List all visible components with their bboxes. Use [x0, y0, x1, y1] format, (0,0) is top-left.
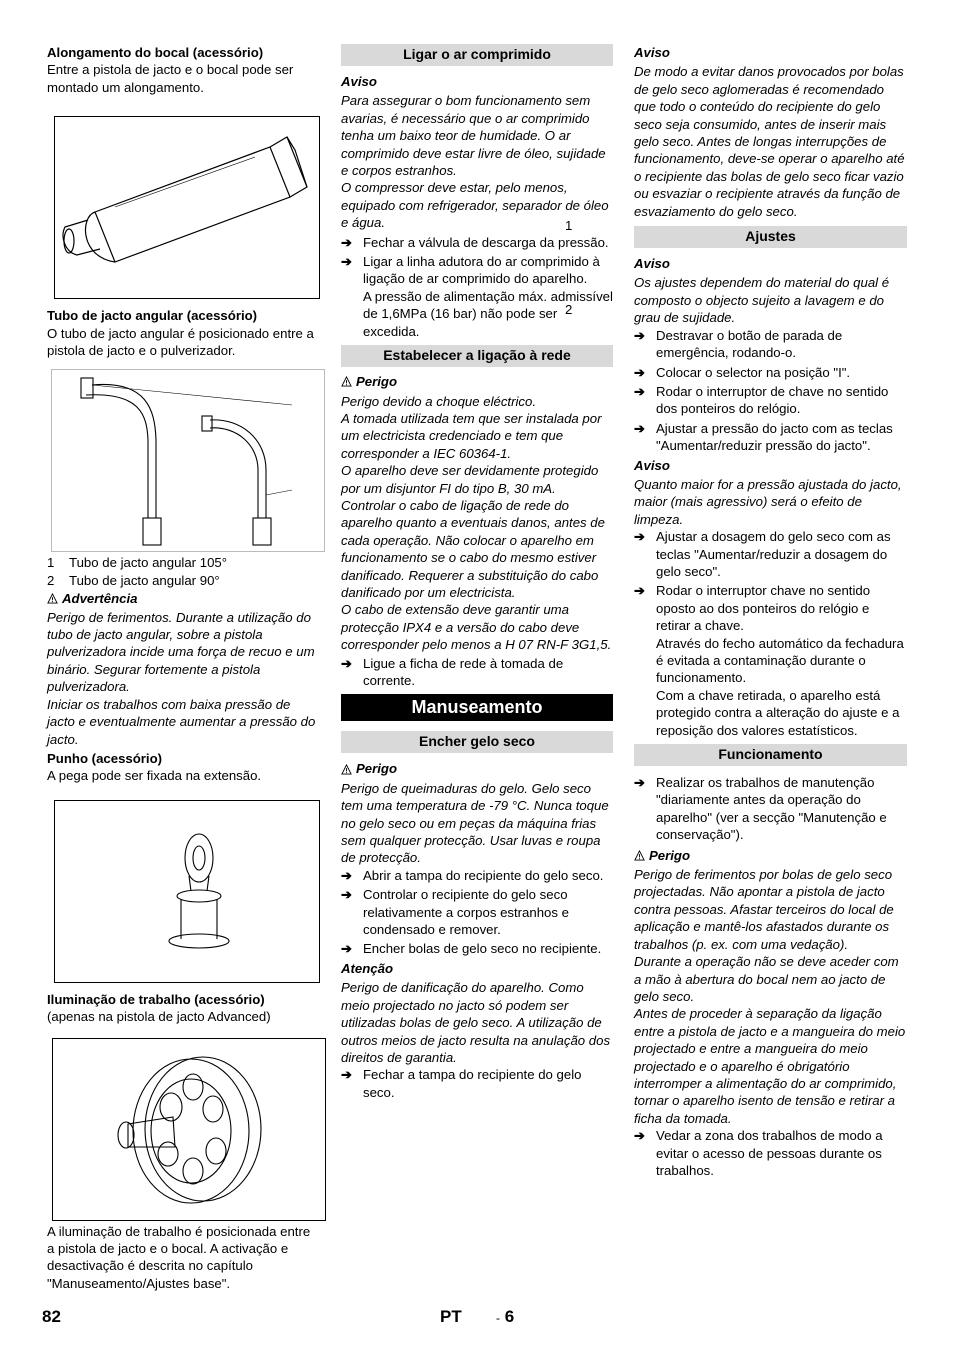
arrow-icon: ➔: [341, 867, 353, 883]
heading-punho: Punho (acessório): [47, 750, 163, 766]
atencao-text: Perigo de danificação do aparelho. Como meio projectado no jacto só podem ser utilizadas bolas de gelo seco. A utilização de outros meios de jacto resulta na anulação dos direitos de garantia.: [341, 980, 611, 1065]
figure-work-light: [52, 1038, 326, 1221]
arrow-icon: ➔: [341, 254, 353, 270]
arrow-icon: ➔: [634, 529, 646, 545]
warning-triangle-icon: [341, 376, 352, 387]
arrow-icon: ➔: [341, 1067, 353, 1083]
step-item: ➔ Vedar a zona dos trabalhos de modo a evitar o acesso de pessoas durante os trabalhos.: [634, 1128, 883, 1178]
warning-perigo: Perigo: [341, 760, 613, 777]
legend-item: 1 Tubo de jacto angular 105°: [47, 555, 228, 571]
section-funcionamento: Funcionamento: [634, 744, 907, 766]
text-tubo: O tubo de jacto angular é posicionado entre a pistola de jacto e o pulverizador.: [47, 325, 314, 359]
arrow-icon: ➔: [341, 887, 353, 903]
callout-1: 1: [565, 218, 573, 234]
arrow-icon: ➔: [634, 327, 646, 343]
aviso-label: Aviso: [341, 74, 377, 89]
text-iluminacao: A iluminação de trabalho é posicionada entre a pistola de jacto e o bocal. A activação e desactivação é descrita no capítulo "Manuseamento/Ajustes base".: [47, 1223, 311, 1291]
step-note: A pressão de alimentação máx. admissível de 1,6MPa (16 bar) não pode ser excedida.: [363, 288, 613, 339]
chapter-manuseamento: Manuseamento: [341, 694, 613, 721]
section-encher-gelo: Encher gelo seco: [341, 731, 613, 753]
step-item: ➔ Ajustar a pressão do jacto com as teclas "Aumentar/reduzir pressão do jacto".: [634, 420, 893, 454]
atencao-label: Atenção: [341, 960, 394, 976]
aviso-text: O compressor deve estar, pelo menos, equipado com refrigerador, separador de óleo e água.: [341, 180, 609, 231]
step-item: ➔ Ligar a linha adutora do ar comprimido à ligação de ar comprimido do aparelho.: [341, 254, 600, 287]
step-item: ➔ Rodar o interruptor de chave no sentido dos ponteiros do relógio.: [634, 383, 889, 417]
step-item: ➔ Ajustar a dosagem do gelo seco com as teclas "Aumentar/reduzir a dosagem do gelo seco".: [634, 529, 891, 579]
aviso-label: Aviso: [634, 256, 670, 272]
perigo-text: Durante a operação não se deve aceder com a mão à abertura do bocal nem ao jacto de gelo seco.: [634, 954, 899, 1004]
aviso-text: De modo a evitar danos provocados por bolas de gelo seco aglomeradas é recomendado que todo o conteúdo do recipiente do gelo seco seja consumido, antes de inserir mais gelo seco. Antes de longas interrupções de funcionamento, deve-se operar o aparelho até o recipiente das bolas de gelo seco ficar vazio ou esvaziar o recipiente através da função de esvaziamento do gelo seco.: [634, 64, 905, 219]
warning-triangle-icon: [341, 764, 352, 775]
perigo-text: Antes de proceder à separação da ligação entre a pistola de jacto e a mangueira do meio projectado e entre a mangueira do meio projectado e o aparelho é obrigatório interromper a alimentação do ar comprimido, tornar o aparelho isento de tensão e retirar a ficha da tomada.: [634, 1006, 906, 1126]
arrow-icon: ➔: [634, 1128, 646, 1144]
text-punho: A pega pode ser fixada na extensão.: [47, 768, 262, 784]
aviso-label: Aviso: [634, 457, 670, 473]
step-item: ➔ Abrir a tampa do recipiente do gelo seco.: [341, 867, 604, 883]
warning-advertencia: Advertência: [47, 590, 319, 607]
warning-perigo: Perigo: [634, 847, 907, 864]
arrow-icon: ➔: [634, 583, 646, 599]
arrow-icon: ➔: [634, 420, 646, 436]
heading-alongamento: Alongamento do bocal (acessório): [47, 45, 264, 60]
page-number: 82: [42, 1307, 61, 1326]
aviso-label: Aviso: [634, 45, 670, 60]
step-item: ➔ Realizar os trabalhos de manutenção "diariamente antes da operação do aparelho" (ver a secção "Manutenção e conservação").: [634, 775, 887, 843]
perigo-text: Perigo de ferimentos por bolas de gelo seco projectadas. Não apontar a pistola de jacto contra pessoas. Afastar terceiros do local de aplicação e mantê-los afastados durante os trabalhos (p. ex. com uma vedação).: [634, 867, 894, 952]
figure-legend: [47, 554, 319, 589]
section-ligar-ar: Ligar o ar comprimido: [341, 44, 613, 66]
figure-handle: [54, 800, 320, 983]
section-rede: Estabelecer a ligação à rede: [341, 345, 613, 367]
section-ajustes: Ajustes: [634, 226, 907, 248]
step-item: ➔ Colocar o selector na posição "I".: [634, 364, 851, 380]
text-iluminacao-sub: (apenas na pistola de jacto Advanced): [47, 1009, 271, 1025]
arrow-icon: ➔: [634, 364, 646, 380]
column-2: [341, 44, 613, 1101]
warning-text: Perigo de ferimentos. Durante a utilização do tubo de jacto angular, sobre a pistola pulverizadora incide uma força de recuo e um binário. Segurar fortemente a pistola pulverizadora.: [47, 609, 315, 695]
column-3: [634, 44, 907, 1179]
language-code: PT: [440, 1307, 462, 1326]
step-note: Através do fecho automático da fechadura é evitada a contaminação durante o funcionamento.: [656, 635, 904, 686]
aviso-text: Para assegurar o bom funcionamento sem avarias, é necessário que o ar comprimido tenha um baixo teor de humidade. O ar comprimido deve estar livre de óleo, sujidade e corpos estranhos.: [341, 93, 606, 179]
step-item: ➔ Rodar o interruptor chave no sentido oposto ao dos ponteiros do relógio e retirar a chave.: [634, 583, 871, 634]
step-note: Com a chave retirada, o aparelho está protegido contra a alteração do ajuste e a reposição dos valores estatísticos.: [656, 687, 900, 738]
step-item: ➔ Encher bolas de gelo seco no recipiente.: [341, 941, 602, 957]
arrow-icon: ➔: [634, 775, 646, 791]
warning-triangle-icon: [634, 850, 645, 861]
text-alongamento: Entre a pistola de jacto e o bocal pode ser montado um alongamento.: [47, 62, 294, 95]
figure-nozzle-extension: [54, 116, 320, 299]
heading-tubo: Tubo de jacto angular (acessório): [47, 308, 258, 324]
step-item: ➔ Fechar a tampa do recipiente do gelo seco.: [341, 1067, 582, 1100]
aviso-text: Quanto maior for a pressão ajustada do jacto, maior (mais agressivo) será o efeito de limpeza.: [634, 476, 902, 527]
step-item: ➔ Fechar a válvula de descarga da pressão.: [341, 234, 609, 250]
legend-item: 2 Tubo de jacto angular 90°: [47, 572, 220, 588]
aviso-text: Os ajustes dependem do material do qual é composto o objecto sujeito a lavagem e do grau de sujidade.: [634, 275, 890, 326]
step-item: ➔ Controlar o recipiente do gelo seco relativamente a corpos estranhos e condensado e remover.: [341, 887, 569, 938]
arrow-icon: ➔: [634, 383, 646, 399]
warning-text: Iniciar os trabalhos com baixa pressão de jacto e eventualmente aumentar a pressão do jacto.: [47, 696, 316, 747]
heading-iluminacao: Iluminação de trabalho (acessório): [47, 991, 265, 1007]
step-item: ➔ Ligue a ficha de rede à tomada de corrente.: [341, 655, 564, 688]
step-item: ➔ Destravar o botão de parada de emergência, rodando-o.: [634, 327, 843, 361]
arrow-icon: ➔: [341, 234, 353, 250]
warning-triangle-icon: [47, 593, 58, 604]
perigo-text: Perigo de queimaduras do gelo. Gelo seco tem uma temperatura de -79 °C. Nunca toque no gelo seco ou em peças da máquina frias sem qualquer protecção. Usar luvas e roupa de protecção.: [341, 780, 609, 866]
arrow-icon: ➔: [341, 941, 353, 957]
perigo-text: Perigo devido a choque eléctrico. A tomada utilizada tem que ser instalada por um electricista credenciado e tem que corresponder a IEC 60364-1. O aparelho deve ser devidamente protegido por um disjuntor FI do tipo B, 30 mA. Controlar o cabo de ligação de rede do aparelho quanto a eventuais danos, antes de cada operação. Não colocar o aparelho em funcionamento se o cabo do mesmo estiver danificado. Requerer a substituição do cabo danificado por um electricista. O cabo de extensão deve garantir uma protecção IPX4 e a versão do cabo deve corresponder pelo menos a H 07 RN-F 3G1,5.: [341, 393, 612, 653]
arrow-icon: ➔: [341, 655, 353, 671]
warning-perigo: Perigo: [341, 373, 613, 390]
section-page-number: - 6: [496, 1307, 515, 1326]
callout-2: 2: [565, 302, 573, 318]
